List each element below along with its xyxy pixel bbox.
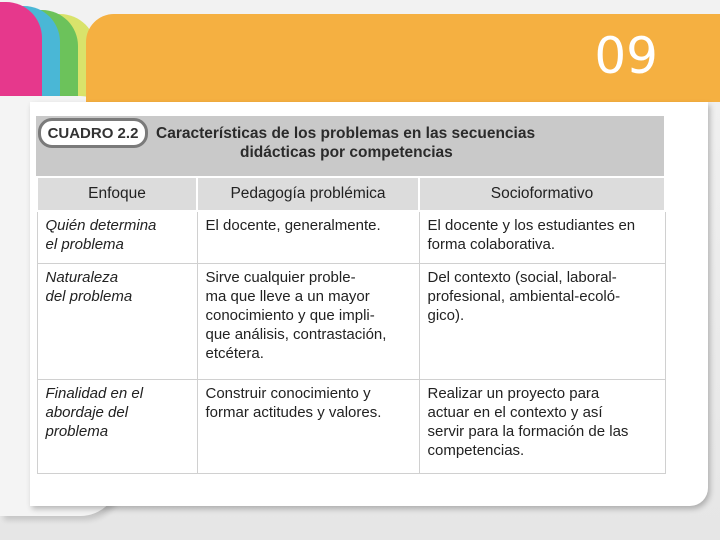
table-row [37,263,665,379]
table-figure [36,106,664,474]
cell-pedagogia: Construir conocimiento y formar actitudes y valores. [197,379,419,473]
row-label: Finalidad en el abordaje del problema [37,379,197,473]
column-header-enfoque: Enfoque [37,177,197,211]
table-header-row [37,177,665,211]
cuadro-badge: CUADRO 2.2 [38,118,148,148]
cell-pedagogia: Sirve cualquier proble- ma que lleve a un mayor conocimiento y que impli- que análisis, contrastación, etcétera. [197,263,419,379]
column-header-socioformativo: Socioformativo [419,177,665,211]
caption-band [36,116,664,178]
cell-socioformativo: El docente y los estudiantes en forma colaborativa. [419,211,665,263]
cell-pedagogia: El docente, generalmente. [197,211,419,263]
comparison-table [36,176,666,474]
figure-title-line-1: Características de los problemas en las secuencias [156,125,536,142]
cell-socioformativo: Del contexto (social, laboral- profesional, ambiental-ecoló- gico). [419,263,665,379]
slide-number: 09 [594,27,658,85]
row-label: Naturaleza del problema [37,263,197,379]
cell-socioformativo: Realizar un proyecto para actuar en el contexto y así servir para la formación de las competencias. [419,379,665,473]
table-row [37,379,665,473]
table-row [37,211,665,263]
figure-title-line-2: didácticas por competencias [240,144,453,161]
column-header-pedagogia: Pedagogía problémica [197,177,419,211]
row-label: Quién determina el problema [37,211,197,263]
figure-title [156,124,556,162]
